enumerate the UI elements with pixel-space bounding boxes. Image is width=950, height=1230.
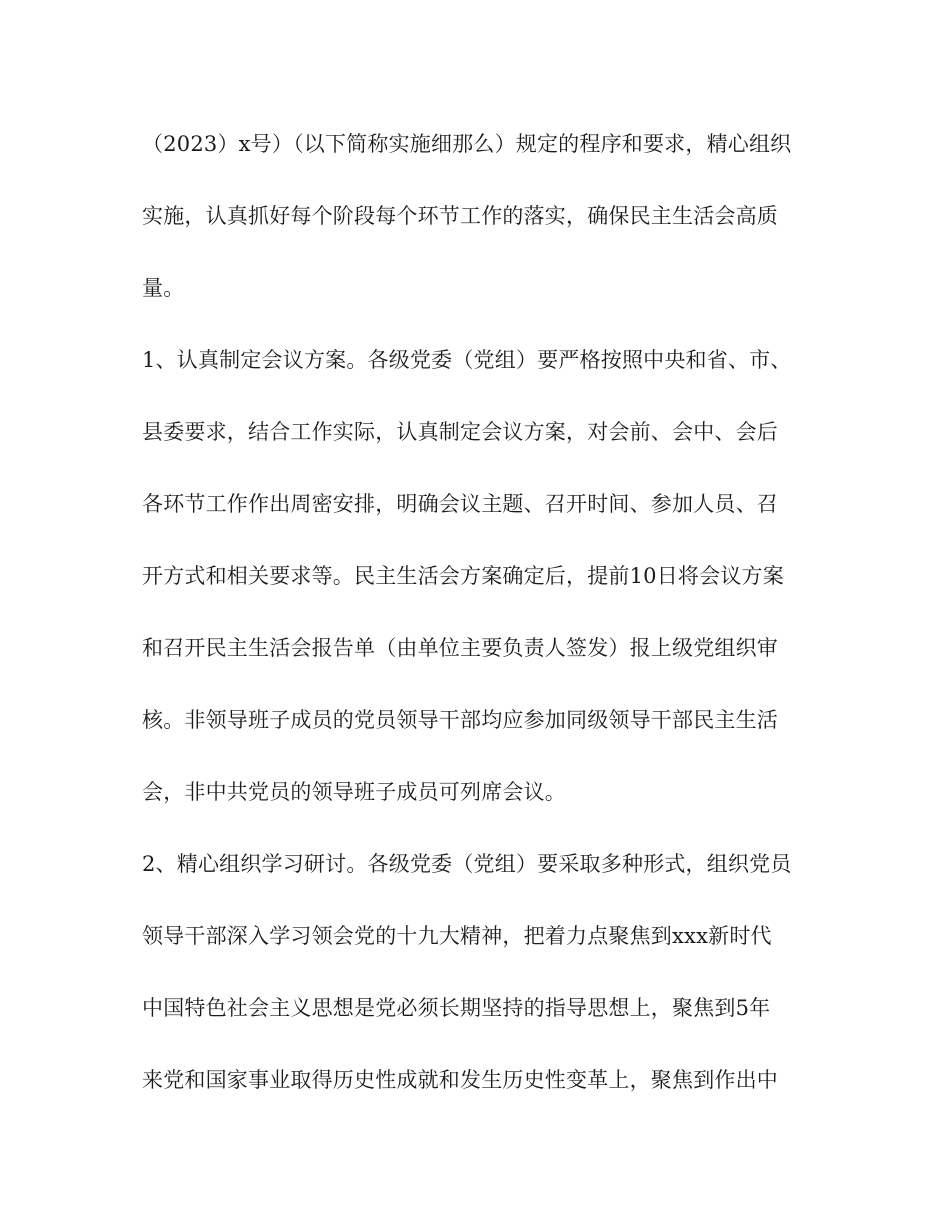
- text-line: 核。非领导班子成员的党员领导干部均应参加同级领导干部民主生活: [142, 708, 778, 732]
- text-line: 1、认真制定会议方案。各级党委（党组）要严格按照中央和省、市、: [142, 348, 792, 372]
- text-line: 2、精心组织学习研讨。各级党委（党组）要采取多种形式，组织党员: [142, 852, 792, 876]
- text-line: 各环节工作作出周密安排，明确会议主题、召开时间、参加人员、召: [142, 492, 778, 516]
- text-line: 县委要求，结合工作实际，认真制定会议方案，对会前、会中、会后: [142, 420, 778, 444]
- text-line: 量。: [142, 276, 185, 300]
- text-line: 实施，认真抓好每个阶段每个环节工作的落实，确保民主生活会高质: [142, 204, 778, 228]
- text-line: 会，非中共党员的领导班子成员可列席会议。: [142, 780, 566, 804]
- body-text: [142, 118, 822, 1126]
- text-line: 和召开民主生活会报告单（由单位主要负责人签发）报上级党组织审: [142, 636, 778, 660]
- text-line: 中国特色社会主义思想是党必须长期坚持的指导思想上，聚焦到5年: [142, 996, 771, 1020]
- text-line: 来党和国家事业取得历史性成就和发生历史性变革上，聚焦到作出中: [142, 1068, 778, 1092]
- text-line: 领导干部深入学习领会党的十九大精神，把着力点聚焦到xxx新时代: [142, 924, 772, 948]
- text-line: （2023）x号）（以下简称实施细那么）规定的程序和要求，精心组织: [142, 132, 792, 156]
- text-line: 开方式和相关要求等。民主生活会方案确定后，提前10日将会议方案: [142, 564, 784, 588]
